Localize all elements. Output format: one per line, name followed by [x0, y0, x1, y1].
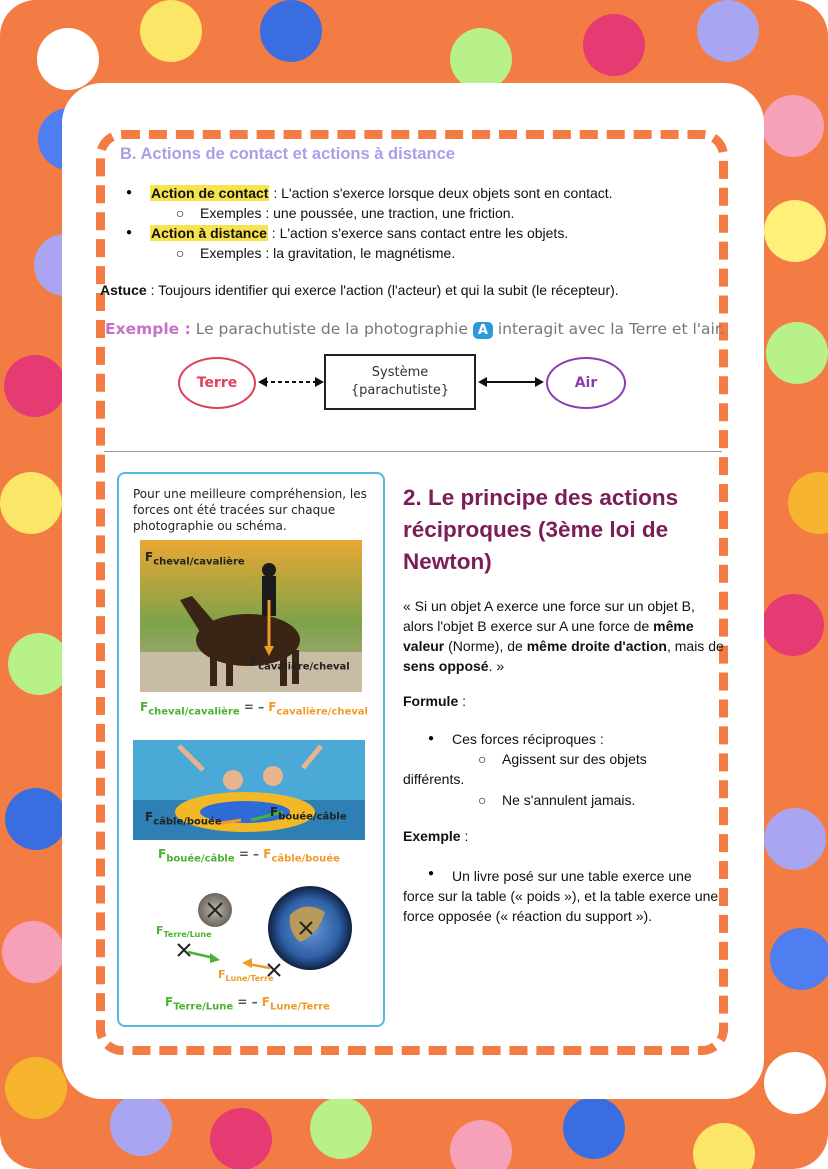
quote-bold: sens opposé [403, 658, 489, 674]
polka-dot [788, 472, 828, 534]
double-arrow-icon [476, 372, 546, 392]
polka-dot [5, 788, 67, 850]
polka-dot [4, 355, 66, 417]
polka-dot [450, 1120, 512, 1169]
system-label: Système [371, 365, 429, 380]
example-heading [403, 828, 468, 844]
example-caption [105, 320, 725, 339]
formula-heading [403, 693, 466, 709]
tip-text [100, 282, 619, 298]
force-symbol: F [145, 550, 154, 564]
sub-list-item: Agissent sur des objets [502, 751, 647, 767]
force-symbol: F [250, 655, 259, 669]
polka-dot [764, 200, 826, 262]
polka-dot [5, 1057, 67, 1119]
polka-dot [770, 928, 828, 990]
equals-sign: = – [238, 847, 260, 861]
sub-bullet-icon: ○ [478, 751, 487, 767]
example-label: Exemple : [105, 320, 191, 338]
list-item [150, 185, 613, 201]
bullet-icon: ● [126, 187, 133, 198]
force-subscript: cavalière/cheval [276, 706, 368, 718]
force-subscript: Terre/Lune [163, 930, 212, 940]
terre-node: Terre [178, 357, 256, 409]
example-paragraph: Un livre posé sur une table exerce une force sur la table (« poids »), et la table exerce une force opposée (« réaction du support »). [403, 868, 719, 924]
force-subscript: cheval/cavalière [148, 706, 240, 718]
force-symbol: F [145, 810, 154, 824]
force-label [250, 655, 350, 672]
polka-dot [0, 472, 62, 534]
force-subscript: câble/bouée [271, 853, 340, 865]
sub-bullet-icon: ○ [176, 245, 185, 261]
polka-dot [260, 0, 322, 62]
colon: : [458, 693, 467, 709]
example-text: Le parachutiste de la photographie [195, 320, 468, 338]
polka-dot [764, 1052, 826, 1114]
force-symbol: F [165, 995, 174, 1009]
force-subscript: Lune/Terre [225, 974, 274, 984]
polka-dot [697, 0, 759, 62]
photo-badge: A [473, 322, 493, 339]
force-subscript: Lune/Terre [269, 1001, 330, 1013]
force-symbol: F [218, 968, 226, 981]
force-label [145, 550, 245, 567]
list-item: Ces forces réciproques : [452, 731, 604, 747]
bullet-icon: ● [126, 227, 133, 238]
polka-dot [583, 14, 645, 76]
principle-title: 2. Le principe des actions réciproques (3ème loi de Newton) [403, 485, 679, 574]
force-equation [158, 847, 340, 864]
tip-body: : Toujours identifier qui exerce l'action (l'acteur) et qui la subit (le récepteur). [146, 282, 619, 298]
polka-dot [140, 0, 202, 62]
air-node: Air [546, 357, 626, 409]
force-subscript: bouée/câble [278, 811, 347, 823]
polka-dot [110, 1094, 172, 1156]
force-label [145, 810, 222, 827]
principle-quote [403, 596, 725, 676]
equals-sign: = – [243, 700, 265, 714]
sub-list-item: Ne s'annulent jamais. [502, 792, 636, 808]
list-item [150, 225, 568, 241]
quote-bold: même droite d'action [526, 638, 667, 654]
sub-bullet-icon: ○ [176, 205, 185, 221]
force-symbol: F [268, 700, 277, 714]
polka-dot [762, 95, 824, 157]
formula-label: Formule [403, 693, 459, 709]
figure-intro: Pour une meilleure compréhension, les forces ont été tracées sur chaque photographie ou schéma. [133, 487, 367, 533]
example-text: interagit avec la Terre et l'air. [497, 320, 725, 338]
divider [104, 451, 722, 452]
equals-sign: = – [237, 995, 258, 1009]
polka-dot [450, 28, 512, 90]
term-highlight: Action à distance [151, 225, 267, 241]
sub-list-item: Exemples : une poussée, une traction, une friction. [200, 205, 515, 221]
force-subscript: bouée/câble [166, 853, 235, 865]
force-label [218, 968, 274, 983]
polka-dot [210, 1108, 272, 1169]
quote-text: (Norme), de [444, 638, 527, 654]
force-subscript: Terre/Lune [173, 1001, 234, 1013]
sub-bullet-icon: ○ [478, 792, 487, 808]
quote-bold: même valeur [403, 618, 694, 654]
force-symbol: F [261, 995, 270, 1009]
force-label [270, 805, 347, 822]
system-name: {parachutiste} [350, 383, 450, 398]
polka-dot [766, 322, 828, 384]
force-symbol: F [158, 847, 167, 861]
force-subscript: cheval/cavalière [153, 556, 245, 568]
sub-list-item-continued: différents. [403, 771, 465, 787]
term-highlight: Action de contact [151, 185, 269, 201]
polka-dot [2, 921, 64, 983]
force-label [156, 924, 212, 939]
colon: : [460, 828, 469, 844]
quote-text: , mais de [666, 638, 724, 654]
quote-text: « Si un objet A exerce une force sur un objet B, alors l'objet B exerce sur A une force de [403, 598, 695, 634]
polka-dot [563, 1097, 625, 1159]
force-symbol: F [140, 700, 149, 714]
force-equation [140, 700, 368, 717]
force-symbol: F [156, 924, 164, 937]
force-subscript: câble/bouée [153, 816, 222, 828]
example-label: Exemple [403, 828, 461, 844]
quote-text: . » [488, 658, 505, 674]
system-box [324, 354, 476, 410]
force-symbol: F [263, 847, 272, 861]
definition-text: : L'action s'exerce sans contact entre les objets. [267, 225, 569, 241]
bullet-icon: ● [428, 733, 435, 744]
bullet-icon: ● [428, 868, 435, 879]
polka-dot [693, 1123, 755, 1169]
polka-dot [764, 808, 826, 870]
polka-dot [8, 633, 70, 695]
polka-dot [37, 28, 99, 90]
force-subscript: cavalière/cheval [258, 661, 350, 673]
force-symbol: F [270, 805, 279, 819]
force-equation [165, 995, 330, 1012]
tip-label: Astuce [100, 282, 147, 298]
double-arrow-dashed-icon [256, 372, 326, 392]
polka-dot [310, 1097, 372, 1159]
polka-dot [762, 594, 824, 656]
section-title: B. Actions de contact et actions à distance [120, 145, 455, 163]
definition-text: : L'action s'exerce lorsque deux objets sont en contact. [269, 185, 613, 201]
sub-list-item: Exemples : la gravitation, le magnétisme. [200, 245, 456, 261]
